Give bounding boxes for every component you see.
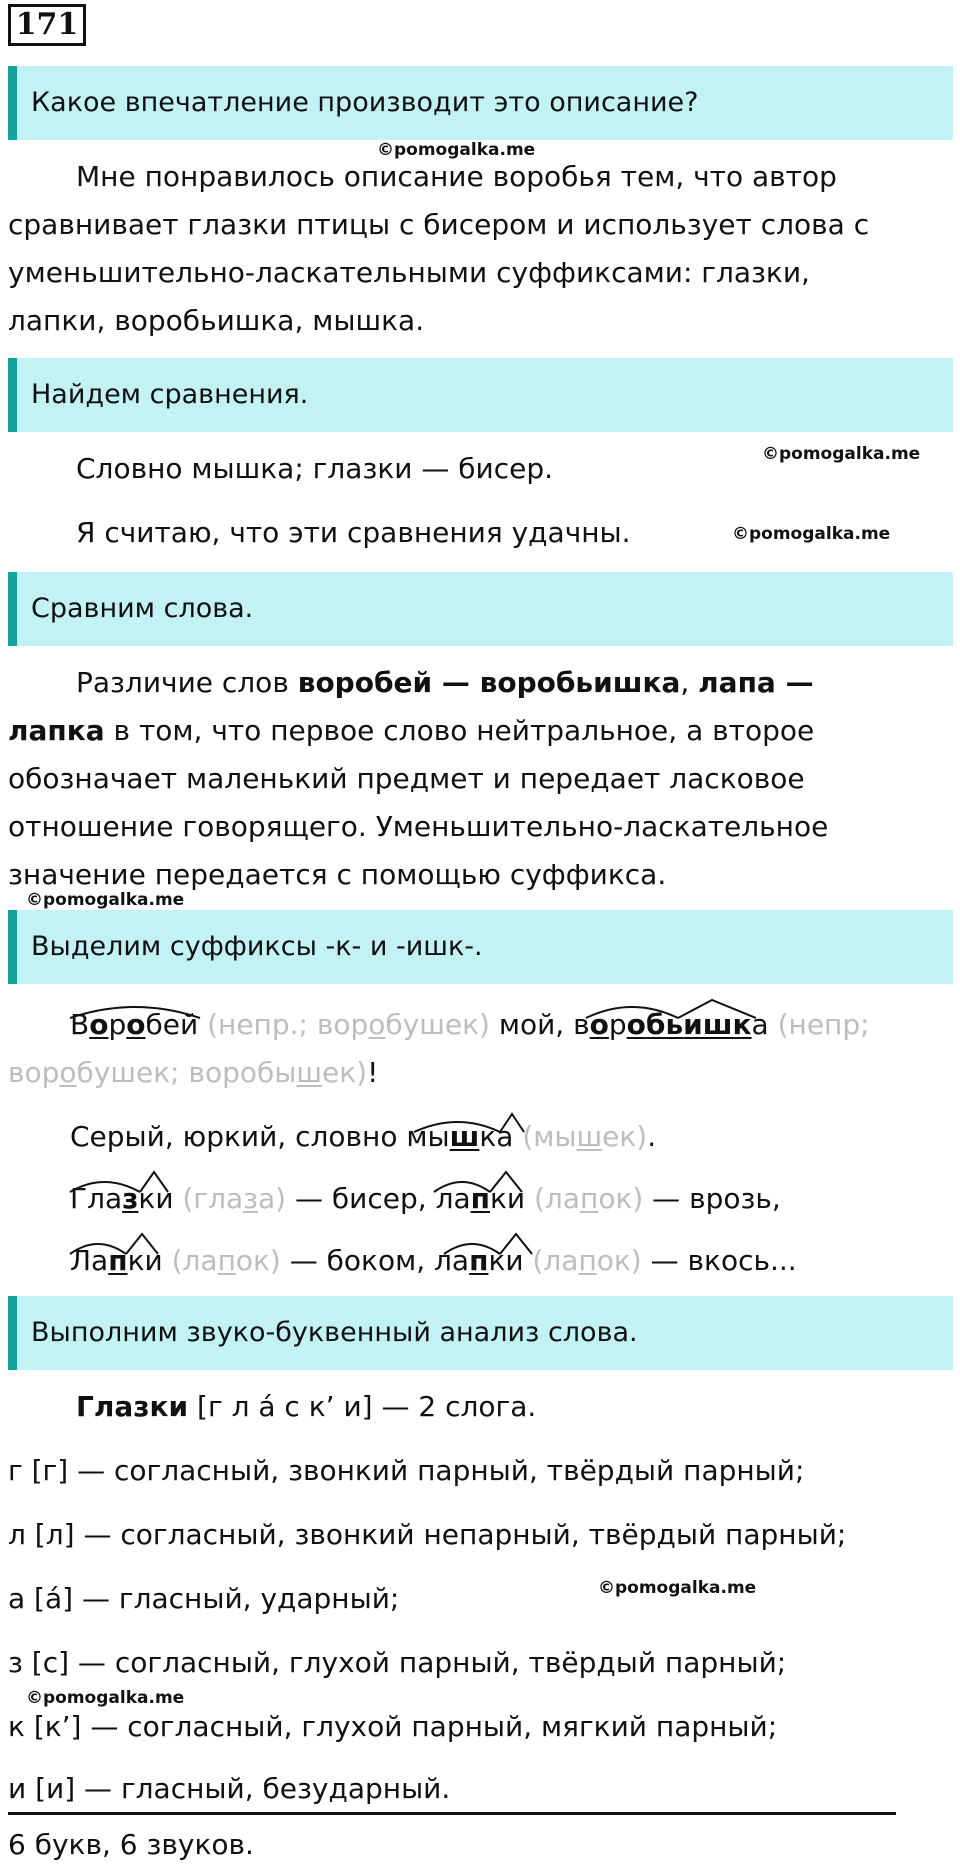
divider — [8, 1812, 896, 1815]
letter-line: г [г] — согласный, звонкий парный, твёрдый парный; — [8, 1454, 805, 1487]
text-line: Глазки [г л а́ с к’ и] — 2 слога. — [76, 1390, 537, 1423]
section-heading-compare-words: Сравним слова. — [8, 572, 953, 646]
text-line: уменьшительно-ласкательными суффиксами: глазки, — [8, 256, 810, 289]
text-line: обозначает маленький предмет и передает ласковое — [8, 762, 805, 795]
section-heading-impression: Какое впечатление производит это описание? — [8, 66, 953, 140]
letter-line: л [л] — согласный, звонкий непарный, твёрдый парный; — [8, 1518, 847, 1551]
watermark: ©pomogalka.me — [26, 1688, 185, 1708]
watermark: ©pomogalka.me — [26, 890, 185, 910]
watermark: ©pomogalka.me — [762, 444, 921, 464]
watermark: ©pomogalka.me — [377, 140, 536, 160]
text-line: Различие слов воробей — воробьишка, лапа — — [76, 666, 814, 699]
word-vorobey: Воробей — [70, 1008, 199, 1041]
watermark: ©pomogalka.me — [732, 524, 891, 544]
text-line: отношение говорящего. Уменьшительно-ласкательное — [8, 810, 829, 843]
section-heading-phonetic-analysis: Выполним звуко-буквенный анализ слова. — [8, 1296, 953, 1370]
text-line: сравнивает глазки птицы с бисером и использует слова с — [8, 208, 870, 241]
text-line: значение передается с помощью суффикса. — [8, 858, 667, 891]
word-glazki: Глазки — [70, 1182, 174, 1215]
summary-line: 6 букв, 6 звуков. — [8, 1828, 254, 1861]
text-line: лапка в том, что первое слово нейтральное, а второе — [8, 714, 815, 747]
letter-line: з [с] — согласный, глухой парный, твёрдый парный; — [8, 1646, 787, 1679]
letter-line: и [и] — гласный, безударный. — [8, 1772, 451, 1805]
morphemic-line: воробушек; воробышек)! — [8, 1056, 379, 1089]
text-line: лапки, воробьишка, мышка. — [8, 304, 425, 337]
watermark: ©pomogalka.me — [598, 1578, 757, 1598]
morphemic-line: Глазки (глаза) — бисер, лапки (лапок) — врозь, — [70, 1182, 781, 1215]
text-line: Словно мышка; глазки — бисер. — [76, 452, 553, 485]
morphemic-line: Лапки (лапок) — боком, лапки (лапок) — вкось... — [70, 1244, 797, 1277]
section-heading-comparisons: Найдем сравнения. — [8, 358, 953, 432]
section-heading-suffixes: Выделим суффиксы -к- и -ишк-. — [8, 910, 953, 984]
text-line: Мне понравилось описание воробья тем, что автор — [76, 160, 837, 193]
word-lapki: Лапки — [70, 1244, 163, 1277]
word-vorobyishka: воробьишка — [573, 1008, 769, 1041]
word-myshka: мышка — [406, 1120, 514, 1153]
letter-line: а [а́] — гласный, ударный; — [8, 1582, 400, 1615]
morphemic-line: Серый, юркий, словно мышка (мышек). — [70, 1120, 657, 1153]
morphemic-line: Воробей (непр.; воробушек) мой, воробьишка (непр; — [70, 1008, 870, 1041]
text-line: Я считаю, что эти сравнения удачны. — [76, 516, 631, 549]
word-lapki: лапки — [435, 1182, 526, 1215]
word-lapki: лапки — [434, 1244, 524, 1277]
letter-line: к [к’] — согласный, глухой парный, мягкий парный; — [8, 1710, 778, 1743]
exercise-number: 171 — [8, 4, 86, 46]
